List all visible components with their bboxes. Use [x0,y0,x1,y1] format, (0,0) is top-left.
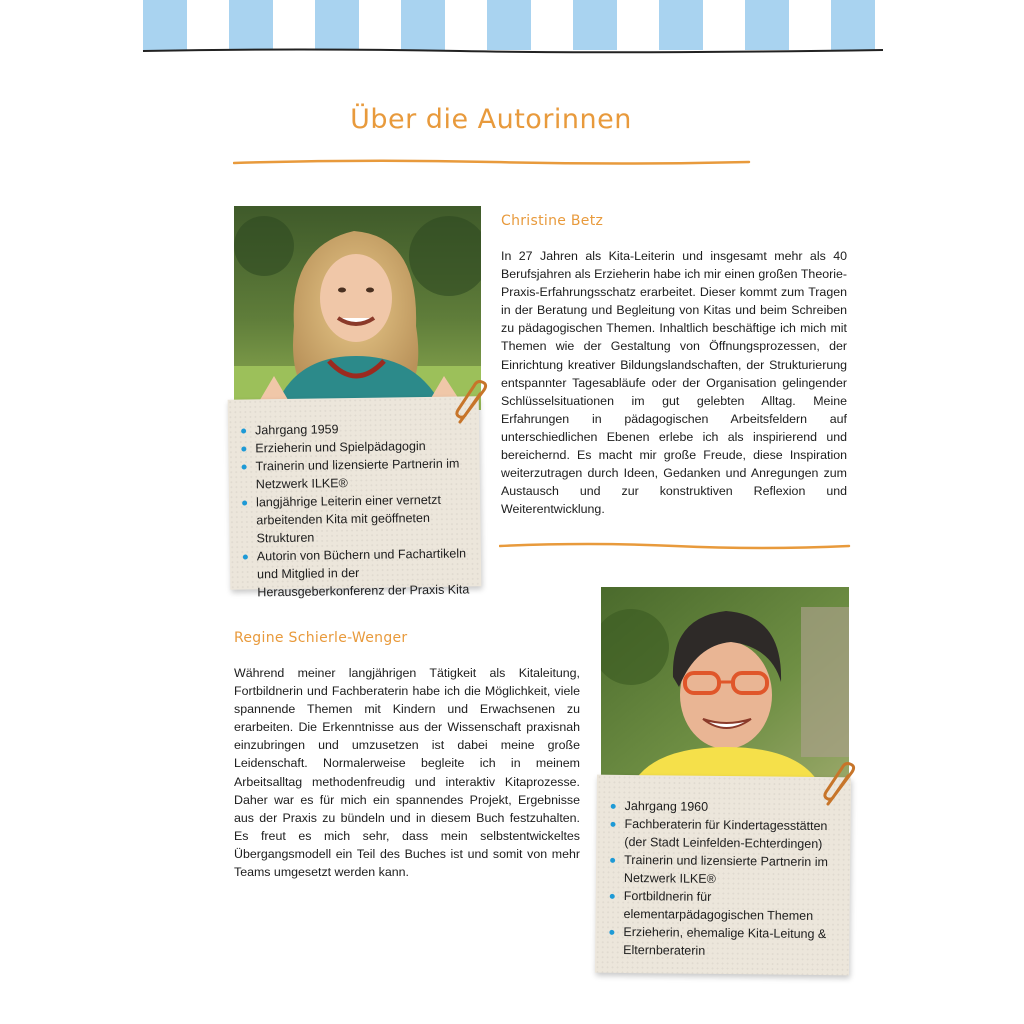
list-item: Jahrgang 1960 [611,797,839,817]
list-item: Fachberaterin für Kindertagesstätten (der Stadt Leinfelden-Echterdingen) [610,815,838,853]
list-item: Fortbildnerin für elementarpädagogischen Themen [609,887,837,925]
list-item: langjährige Leiterin einer vernetzt arbeitenden Kita mit geöffneten Strukturen [242,490,471,547]
author-bio-regine-schierle-wenger: Während meiner langjährigen Tätigkeit als Kitaleitung, Fortbildnerin und Fachberaterin habe ich die Möglichkeit, viele spannende Themen mit Kindern und Erwachsenen zu erarbeiten. Die Erkenntnisse aus der Wissenschaft praxisnah einzubringen und umzusetzen ist dabei meine große Leidenschaft. Normalerweise begleite ich in meinem Arbeitsalltag methodenfreudig und interaktiv Kitaprozesse. Daher war es für mich ein spannendes Projekt, Ergebnisse aus der Praxis zu bündeln und in diesem Buch festzuhalten. Es freut es mich sehr, dass mein selbstentwickeltes Übergangsmodell ein Teil des Buches ist und somit von mehr Teams umgesetzt werden kann. [234,666,580,880]
author-photo-christine-betz [234,206,481,410]
list-item: Trainerin und lizensierte Partnerin im Netzwerk ILKE® [241,454,469,493]
author-bio-christine-betz: In 27 Jahren als Kita-Leiterin und insgesamt mehr als 40 Berufsjahren als Erzieherin habe ich mir einen großen Theorie-Praxis-Erfahrungsschatz erarbeitet. Dieser kommt zum Tragen in der Beratung und Begleitung von Kitas und beim Schreiben zu pädagogischen Themen. Inhaltlich beschäftige ich mich mit Themen wie der Gestaltung von Öffnungsprozessen, der Einrichtung kreativer Bildungslandschaften, der Strukturierung entspannter Tagesabläufe oder der Organisation gelingender Schlüsselsituationen im gut gelebten Alltag. Meine Erfahrungen in pädagogischen Arbeitsfeldern auf unterschiedlichen Ebenen erlebe ich als inspirierend und bereichernd. Es macht mir große Freude, diese Inspiration weiterzutragen durch Ideen, Gedanken und Anregungen zum Austausch und zur konstruktiven Reflexion und Weiterentwicklung. [501,249,847,517]
list-item: Erzieherin und Spielpädagogin [241,436,469,457]
section-divider-wave [499,540,851,552]
facts-list [609,797,839,961]
list-item: Jahrgang 1959 [241,418,469,439]
list-item: Trainerin und lizensierte Partnerin im Netzwerk ILKE® [610,851,838,889]
facts-list [241,418,471,601]
facts-note-christine-betz [228,396,482,600]
top-hand-drawn-line [0,0,1024,60]
facts-note-regine-schierle-wenger [595,775,851,976]
paperclip-icon [452,380,496,430]
title-underline-wave [233,156,751,168]
list-item: Erzieherin, ehemalige Kita-Leitung & Elternberaterin [609,923,837,961]
author-photo-regine-schierle-wenger [601,587,849,787]
author-name-regine-schierle-wenger: Regine Schierle-Wenger [234,630,408,646]
author-name-christine-betz: Christine Betz [501,213,604,229]
paperclip-icon [820,762,864,812]
page-title: Über die Autorinnen [350,104,632,135]
list-item: Autorin von Büchern und Fachartikeln und Mitglied in der Herausgeberkonferenz der Praxis Kita [243,544,472,601]
